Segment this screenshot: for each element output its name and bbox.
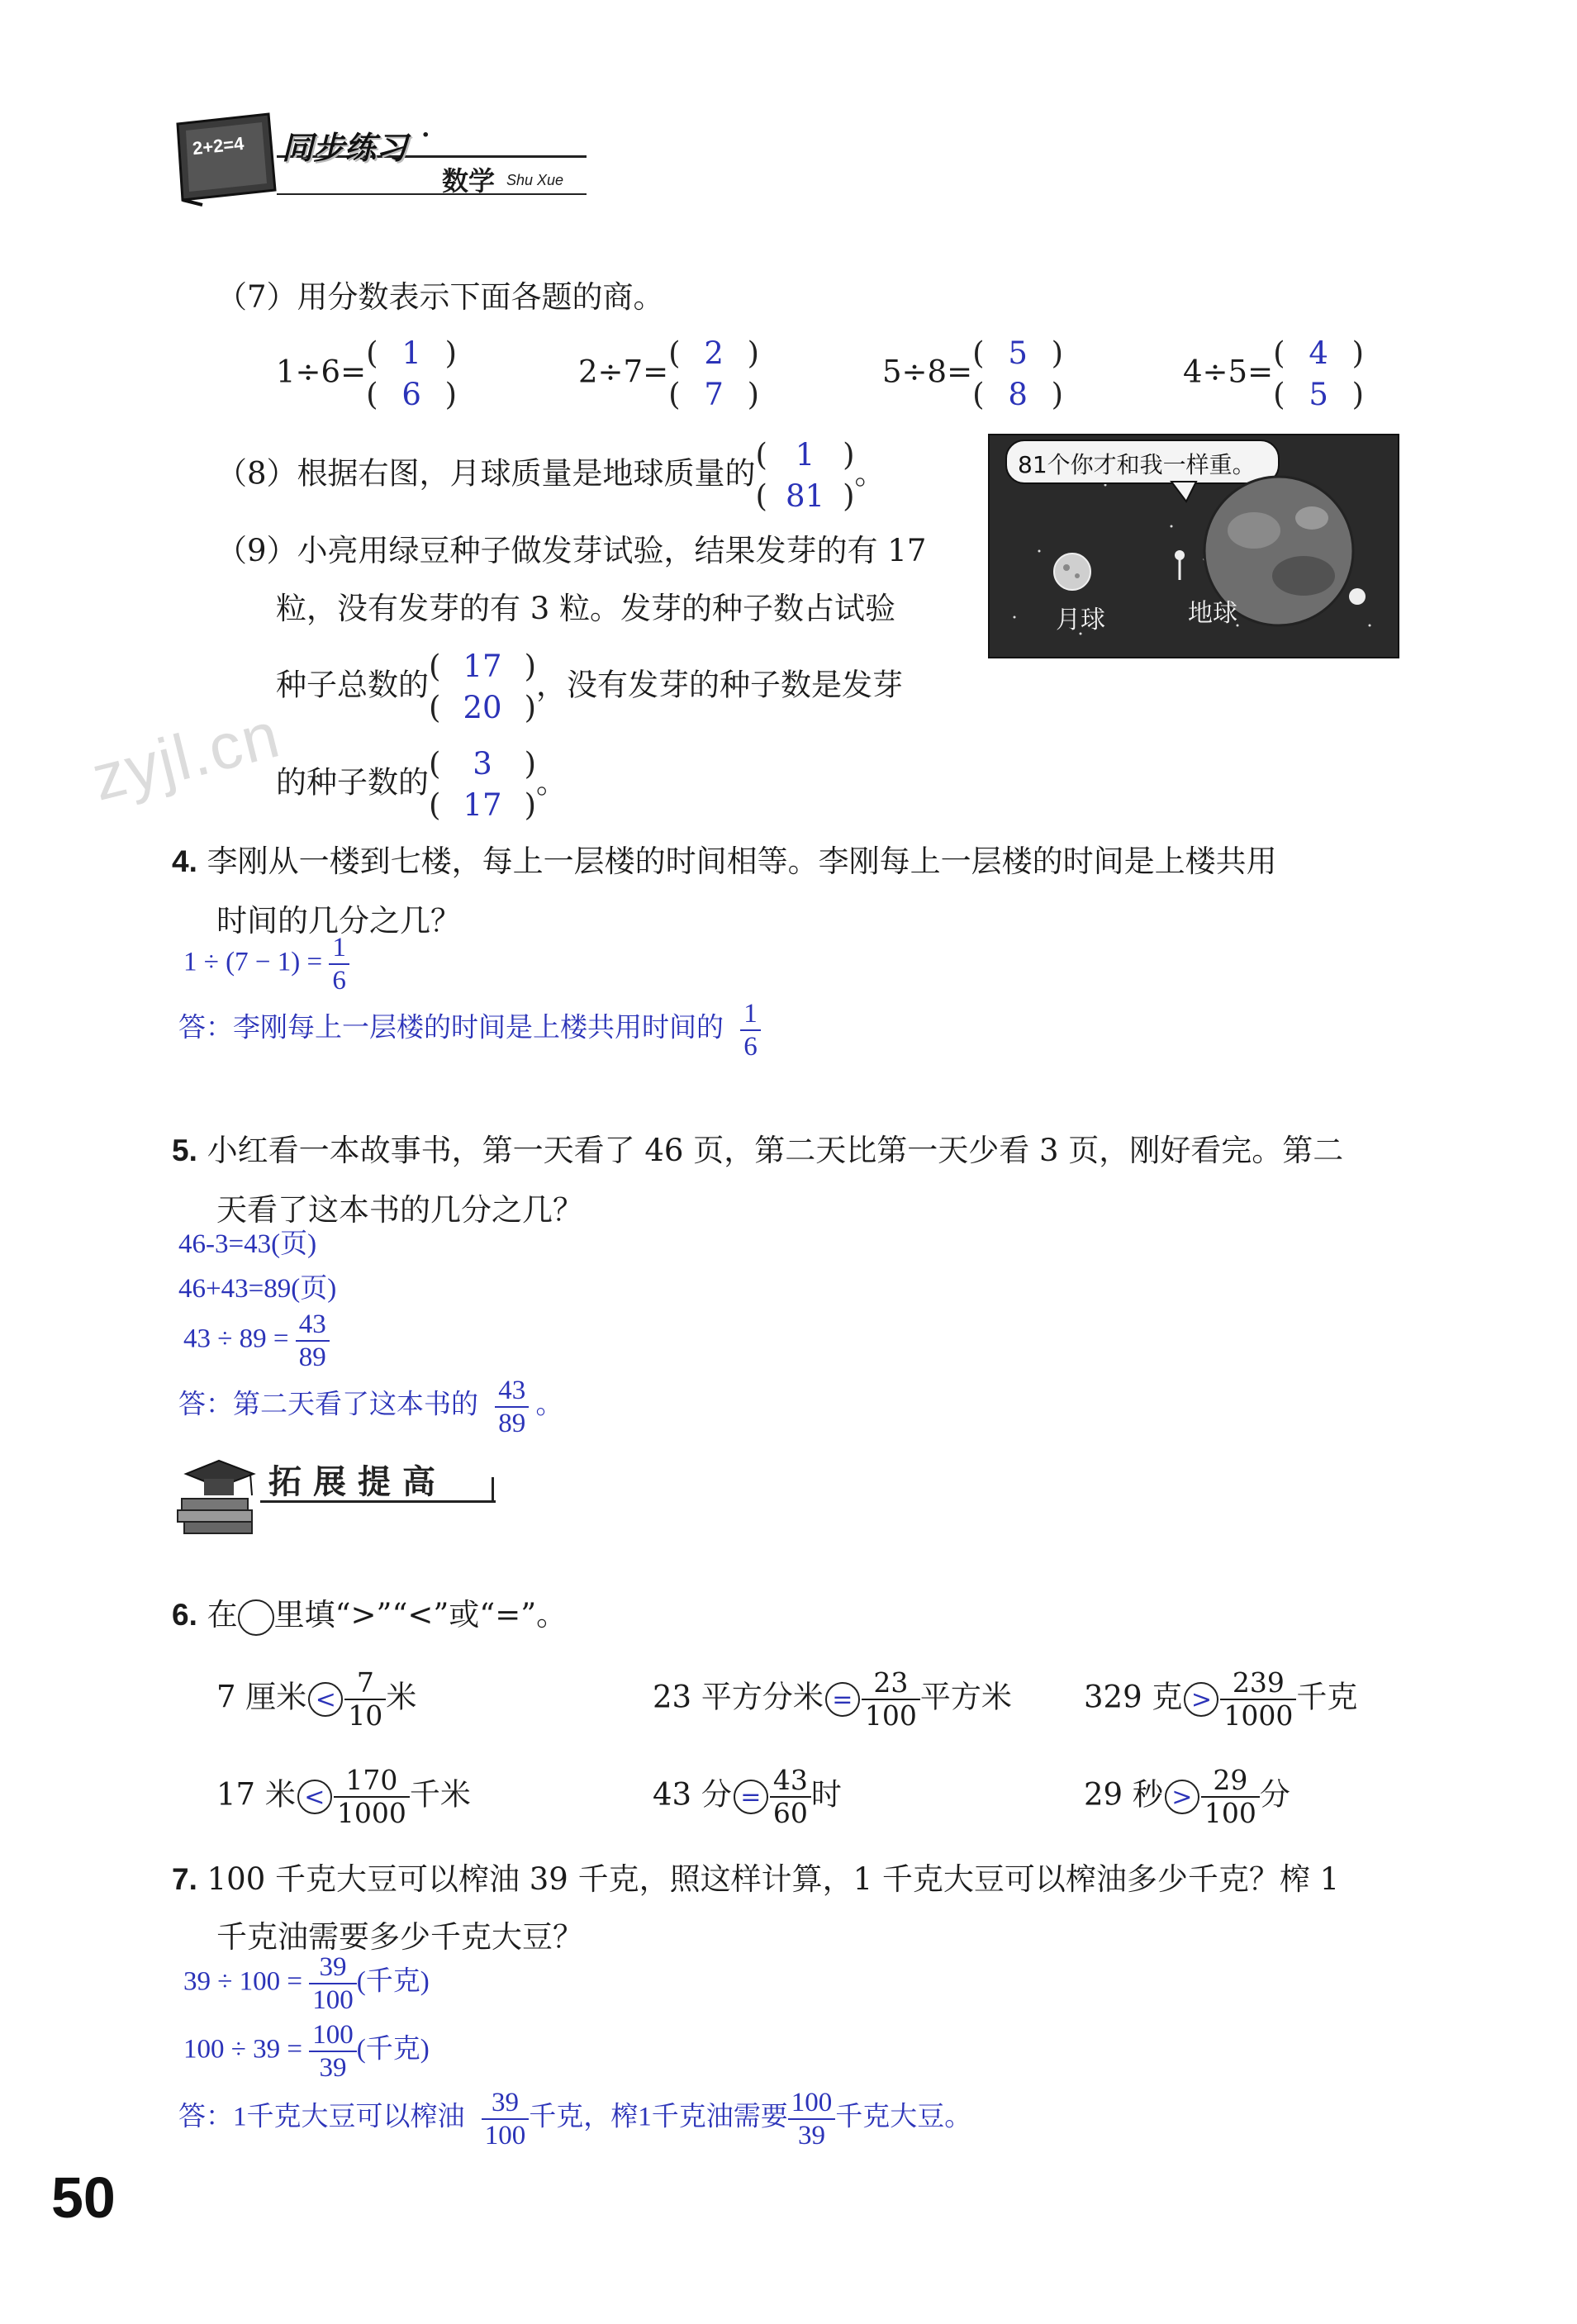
watermark: zyjl.cn: [84, 697, 287, 815]
p7-line2: 千克油需要多少千克大豆？: [216, 1919, 583, 1955]
q9-line2: 粒，没有发芽的有 3 粒。发芽的种子数占试验: [276, 591, 896, 626]
header-pinyin: Shu Xue: [506, 172, 564, 188]
figure-speech: 81个你才和我一样重。: [1018, 451, 1256, 478]
q7-prompt: （7）用分数表示下面各题的商。: [216, 279, 664, 315]
q9-line1: （9）小亮用绿豆种子做发芽试验，结果发芽的有 17: [216, 533, 927, 568]
figure-moon-label: 月球: [1056, 606, 1105, 634]
badge-text: 2+2=4: [191, 132, 245, 159]
header: 2+2=4 同步练习 · 数学 Shu Xue: [169, 107, 599, 207]
p6-prompt: 6. 在 里填“>”“<”或“=”。: [172, 1596, 567, 1636]
p6-row1-item1: 7 厘米 < $\frac{7}{10}$ 米: [216, 1666, 417, 1732]
section-header: [169, 1447, 500, 1538]
circle-icon: [238, 1599, 274, 1636]
p7-calc1: 39 ÷ 100 = $\frac{39}{100}$ (千克): [183, 1952, 430, 2015]
p4-answer: 答：李刚每上一层楼的时间是上楼共用时间的 $\frac{1}{6}$: [178, 998, 761, 1062]
page-number: 50: [51, 2165, 116, 2230]
p6-row2-item2: 43 分 = $\frac{43}{60}$ 时: [653, 1764, 842, 1829]
header-title: 同步练习: [282, 130, 408, 166]
chalkboard-icon: [169, 107, 285, 207]
p4-line1: 4. 李刚从一楼到七楼，每上一层楼的时间相等。李刚每上一层楼的时间是上楼共用: [172, 844, 1277, 879]
q7-item-1: 1÷6= ( 1 ) ( 6 ): [276, 335, 458, 412]
section-title: 拓展提高: [268, 1463, 447, 1501]
q9-line4: 的种子数的 ( 3 ) ( 17 ) 。: [276, 746, 567, 823]
p7-line1: 7. 100 千克大豆可以榨油 39 千克，照这样计算，1 千克大豆可以榨油多少千克？榨 1: [172, 1861, 1340, 1897]
p5-calc3: 43 ÷ 89 = $\frac{43}{89}$: [183, 1309, 330, 1373]
p6-row1-item3: 329 克 > $\frac{239}{1000}$ 千克: [1084, 1666, 1358, 1732]
p4-line2: 时间的几分之几？: [216, 903, 461, 939]
p5-line1: 5. 小红看一本故事书，第一天看了 46 页，第二天比第一天少看 3 页，刚好看完。第二: [172, 1133, 1344, 1168]
header-subject: 数学: [442, 165, 496, 197]
moon-earth-figure: [988, 434, 1399, 658]
p7-calc2: 100 ÷ 39 = $\frac{100}{39}$ (千克): [183, 2020, 430, 2083]
q9-line3: 种子总数的 ( 17 ) ( 20 ) ，没有发芽的种子数是发芽: [276, 649, 903, 725]
q7-item-4: 4÷5= ( 4 ) ( 5 ): [1183, 335, 1365, 412]
p5-calc2: 46+43=89(页): [178, 1274, 337, 1304]
p6-row2-item1: 17 米 < $\frac{170}{1000}$ 千米: [216, 1764, 471, 1829]
books-cap-icon: [169, 1447, 268, 1538]
q8-text: （8）根据右图，月球质量是地球质量的 ( 1 ) ( 81 ) 。: [216, 437, 886, 514]
figure-earth-label: 地球: [1188, 599, 1237, 628]
q7-item-3: 5÷8= ( 5 ) ( 8 ): [882, 335, 1064, 412]
p6-row1-item2: 23 平方分米 = $\frac{23}{100}$ 平方米: [653, 1666, 1012, 1732]
p4-calc: 1 ÷ (7 − 1) = $\frac{1}{6}$: [183, 932, 349, 996]
p6-row2-item3: 29 秒 > $\frac{29}{100}$ 分: [1084, 1764, 1290, 1829]
p7-answer: 答：1千克大豆可以榨油 $\frac{39}{100}$ 千克，榨1千克油需要 $\frac{100}{39}$ 千克大豆。: [178, 2088, 972, 2151]
p5-calc1: 46-3=43(页): [178, 1229, 317, 1259]
p5-answer: 答：第二天看了这本书的 $\frac{43}{89}$ 。: [178, 1376, 563, 1438]
p5-line2: 天看了这本书的几分之几？: [216, 1192, 583, 1228]
q7-item-2: 2÷7= ( 2 ) ( 7 ): [578, 335, 760, 412]
